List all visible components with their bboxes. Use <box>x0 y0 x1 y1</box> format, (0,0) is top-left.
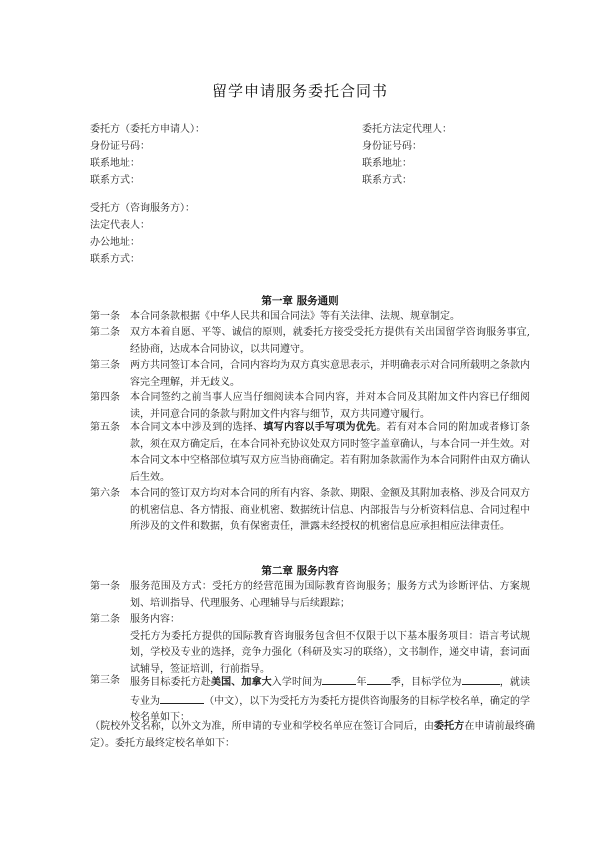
article-text: 双方本着自愿、平等、诚信的原则，就委托方接受受托方提供有关出国留学咨询服务事宜,经协商，达成本合同协议，以共同遵守。 <box>130 327 530 355</box>
emphasis-text: 填写内容以手写项为优先 <box>263 422 377 433</box>
client-address-label: 联系地址： <box>90 158 140 169</box>
provider-label: 受托方（咨询服务方）： <box>90 203 195 214</box>
ch1-article-6 <box>90 486 530 536</box>
article-text-part: 本合同文本中涉及到的选择、 <box>130 422 264 433</box>
article-number: 第六条 <box>90 488 120 499</box>
article-text-part: 年 <box>356 677 367 688</box>
ch1-article-5 <box>90 420 530 486</box>
article-text: 本合同的签订双方均对本合同的所有内容、条款、期限、金额及其附加表格、涉及合同双方的机密信息、各方情报、商业机密、数据统计信息、内部报告与分析资料信息、合同过程中所涉及的文件和数据，负有保密责任，泄露未经授权的机密信息应承担相应法律责任。 <box>130 488 530 532</box>
article-text-part: 季，目标学位为 <box>390 677 462 688</box>
chapter-2-title: 第二章 服务内容 <box>261 565 339 577</box>
school-list-note <box>90 719 535 752</box>
article-text: 本合同签约之前当事人应当仔细阅读本合同内容，并对本合同及其附加文件内容已仔细阅读，并同意合同的条款与附加文件内容与细节，双方共同遵守履行。 <box>130 392 530 420</box>
agent-address-label: 联系地址： <box>362 158 412 169</box>
ch2-article-1 <box>90 579 530 612</box>
article-text-part: （中文），以下为受托方为委托方提供咨询服务的目标学校名单，确定的学校名单如下： <box>130 695 531 723</box>
article-text: 两方共同签订本合同，合同内容均为双方真实意思表示，并明确表示对合同所载明之条款内容完全理解，并无歧义。 <box>130 360 530 388</box>
article-number: 第三条 <box>90 675 120 686</box>
target-countries: 美国、加拿大 <box>211 677 272 688</box>
ch1-article-2 <box>90 325 530 358</box>
article-text: 服务范围及方式：受托方的经营范围为国际教育咨询服务；服务方式为诊断评估、方案规划、培训指导、代理服务、心理辅导与后续跟踪； <box>130 581 530 609</box>
article-number: 第二条 <box>90 614 120 625</box>
major-blank[interactable] <box>160 692 204 704</box>
entry-season-blank[interactable] <box>367 673 391 685</box>
article-number: 第四条 <box>90 392 120 403</box>
article-text <box>130 420 530 486</box>
article-text: 受托方为委托方提供的国际教育咨询服务包含但不仅限于以下基本服务项目：语言考试规划，学校及专业的选择，竞争力强化（科研及实习的联络），文书制作，递交申请，套词面试辅导，签证培训，行前指导。 <box>130 630 530 675</box>
client-contact-label: 联系方式： <box>90 175 140 186</box>
page-title: 留学申请服务委托合同书 <box>211 82 388 100</box>
entry-year-blank[interactable] <box>322 673 356 685</box>
ch1-article-3 <box>90 358 530 391</box>
note-text-part: （院校外文名称，以外文为准，所申请的专业和学校名单应在签订合同后，由 <box>90 721 434 732</box>
article-text-part: 。若有对本合同的附加或者修订条款，须在双方确定后，在本合同补充协议处双方同时签字盖章确认，与本合同一并生效。对本合同文本中空格部位填写双方应当协商确定。若有附加条款需作为本合同附件由双方确认后生效。 <box>130 422 531 483</box>
article-number: 第二条 <box>90 327 120 338</box>
article-number: 第一条 <box>90 311 120 322</box>
article-number: 第一条 <box>90 581 120 592</box>
degree-blank[interactable] <box>462 673 500 685</box>
client-id-label: 身份证号码： <box>90 141 150 152</box>
article-text-part: 入学时间为 <box>271 677 323 688</box>
ch2-article-2 <box>90 612 530 678</box>
ch1-article-1 <box>90 309 530 326</box>
agent-contact-label: 联系方式： <box>362 175 412 186</box>
article-text-part: 服务目标委托方赴 <box>130 677 211 688</box>
article-number: 第五条 <box>90 422 120 433</box>
agent-label: 委托方法定代理人： <box>362 124 452 135</box>
article-number: 第三条 <box>90 360 120 371</box>
client-label: 委托方（委托方申请人）： <box>90 124 205 135</box>
chapter-1-title: 第一章 服务通则 <box>261 295 339 307</box>
note-text-part: 在申请前最终确定）。委托方最终定校名单如下： <box>90 721 536 749</box>
agent-id-label: 身份证号码： <box>362 141 422 152</box>
provider-office-label: 办公地址： <box>90 237 140 248</box>
article-text: 本合同条款根据《中华人民共和国合同法》等有关法律、法规、规章制定。 <box>130 311 460 322</box>
ch1-article-4 <box>90 390 530 423</box>
article-label: 服务内容： <box>130 614 180 625</box>
note-emphasis: 委托方 <box>433 721 465 732</box>
provider-contact-label: 联系方式： <box>90 254 140 265</box>
article-text-part: ，就读专业为 <box>130 677 530 707</box>
provider-rep-label: 法定代表人： <box>90 220 150 231</box>
